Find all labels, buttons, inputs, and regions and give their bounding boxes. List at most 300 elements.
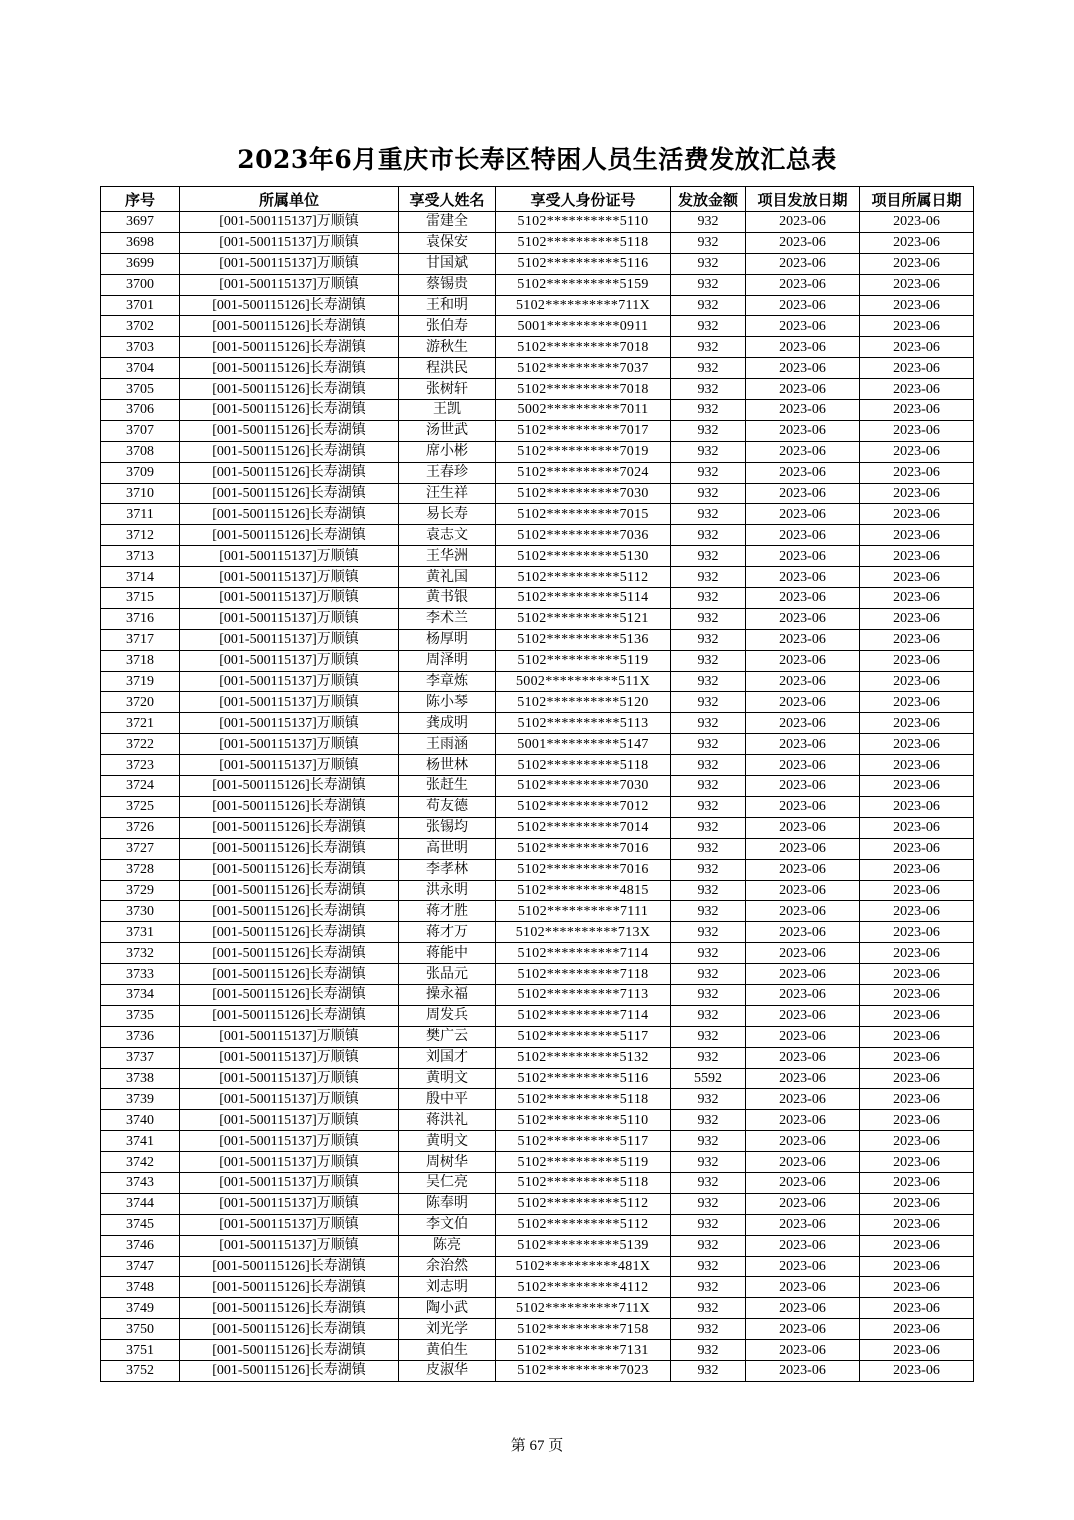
name-cell: 刘光学: [399, 1319, 496, 1340]
table-row: [101, 964, 974, 985]
id-number-cell: 5102**********4112: [496, 1277, 671, 1298]
amount-cell: 932: [671, 692, 746, 713]
table-row: [101, 1047, 974, 1068]
unit-cell: [001-500115126]长寿湖镇: [180, 859, 399, 880]
issue-date-cell: 2023-06: [746, 943, 860, 964]
table-row: [101, 922, 974, 943]
table-row: [101, 629, 974, 650]
table-row: [101, 1152, 974, 1173]
name-cell: 张树轩: [399, 379, 496, 400]
col-header-id-number: 享受人身份证号: [496, 187, 671, 212]
unit-cell: [001-500115126]长寿湖镇: [180, 316, 399, 337]
table-row: [101, 1089, 974, 1110]
id-number-cell: 5102**********5139: [496, 1235, 671, 1256]
table-row: [101, 692, 974, 713]
amount-cell: 932: [671, 1089, 746, 1110]
serial-cell: 3715: [101, 588, 180, 609]
amount-cell: 932: [671, 1131, 746, 1152]
unit-cell: [001-500115126]长寿湖镇: [180, 880, 399, 901]
issue-date-cell: 2023-06: [746, 713, 860, 734]
col-header-name: 享受人姓名: [399, 187, 496, 212]
unit-cell: [001-500115137]万顺镇: [180, 734, 399, 755]
amount-cell: 932: [671, 608, 746, 629]
table-row: [101, 608, 974, 629]
amount-cell: 932: [671, 755, 746, 776]
amount-cell: 932: [671, 212, 746, 233]
id-number-cell: 5102**********7019: [496, 441, 671, 462]
table-row: [101, 1005, 974, 1026]
amount-cell: 932: [671, 713, 746, 734]
table-row: [101, 253, 974, 274]
table-row: [101, 1026, 974, 1047]
unit-cell: [001-500115137]万顺镇: [180, 253, 399, 274]
amount-cell: 932: [671, 232, 746, 253]
id-number-cell: 5102**********5116: [496, 253, 671, 274]
col-header-serial: 序号: [101, 187, 180, 212]
period-cell: 2023-06: [860, 1256, 974, 1277]
id-number-cell: 5102**********7023: [496, 1360, 671, 1381]
unit-cell: [001-500115126]长寿湖镇: [180, 400, 399, 421]
issue-date-cell: 2023-06: [746, 755, 860, 776]
id-number-cell: 5102**********5116: [496, 1068, 671, 1089]
serial-cell: 3724: [101, 776, 180, 797]
serial-cell: 3720: [101, 692, 180, 713]
id-number-cell: 5102**********5110: [496, 212, 671, 233]
amount-cell: 932: [671, 1152, 746, 1173]
issue-date-cell: 2023-06: [746, 1235, 860, 1256]
unit-cell: [001-500115126]长寿湖镇: [180, 796, 399, 817]
amount-cell: 932: [671, 817, 746, 838]
period-cell: 2023-06: [860, 462, 974, 483]
serial-cell: 3748: [101, 1277, 180, 1298]
period-cell: 2023-06: [860, 1277, 974, 1298]
issue-date-cell: 2023-06: [746, 546, 860, 567]
issue-date-cell: 2023-06: [746, 253, 860, 274]
serial-cell: 3723: [101, 755, 180, 776]
unit-cell: [001-500115137]万顺镇: [180, 1089, 399, 1110]
issue-date-cell: 2023-06: [746, 984, 860, 1005]
amount-cell: 932: [671, 1298, 746, 1319]
unit-cell: [001-500115126]长寿湖镇: [180, 525, 399, 546]
issue-date-cell: 2023-06: [746, 1319, 860, 1340]
period-cell: 2023-06: [860, 1172, 974, 1193]
serial-cell: 3718: [101, 650, 180, 671]
name-cell: 袁保安: [399, 232, 496, 253]
table-row: [101, 671, 974, 692]
unit-cell: [001-500115137]万顺镇: [180, 1110, 399, 1131]
issue-date-cell: 2023-06: [746, 1340, 860, 1361]
table-row: [101, 504, 974, 525]
period-cell: 2023-06: [860, 1319, 974, 1340]
id-number-cell: 5102**********7014: [496, 817, 671, 838]
table-row: [101, 483, 974, 504]
table-row: [101, 838, 974, 859]
issue-date-cell: 2023-06: [746, 817, 860, 838]
amount-cell: 932: [671, 796, 746, 817]
name-cell: 刘国才: [399, 1047, 496, 1068]
serial-cell: 3716: [101, 608, 180, 629]
unit-cell: [001-500115126]长寿湖镇: [180, 984, 399, 1005]
table-row: [101, 316, 974, 337]
unit-cell: [001-500115126]长寿湖镇: [180, 504, 399, 525]
table-row: [101, 1319, 974, 1340]
unit-cell: [001-500115137]万顺镇: [180, 546, 399, 567]
amount-cell: 932: [671, 671, 746, 692]
id-number-cell: 5102**********7036: [496, 525, 671, 546]
name-cell: 操永福: [399, 984, 496, 1005]
name-cell: 张品元: [399, 964, 496, 985]
name-cell: 王春珍: [399, 462, 496, 483]
issue-date-cell: 2023-06: [746, 420, 860, 441]
period-cell: 2023-06: [860, 1360, 974, 1381]
id-number-cell: 5102**********7111: [496, 901, 671, 922]
serial-cell: 3731: [101, 922, 180, 943]
table-row: [101, 650, 974, 671]
id-number-cell: 5102**********481X: [496, 1256, 671, 1277]
table-row: [101, 441, 974, 462]
period-cell: 2023-06: [860, 1026, 974, 1047]
name-cell: 樊广云: [399, 1026, 496, 1047]
name-cell: 黄书银: [399, 588, 496, 609]
unit-cell: [001-500115126]长寿湖镇: [180, 922, 399, 943]
issue-date-cell: 2023-06: [746, 650, 860, 671]
period-cell: 2023-06: [860, 588, 974, 609]
unit-cell: [001-500115137]万顺镇: [180, 588, 399, 609]
name-cell: 黄明文: [399, 1131, 496, 1152]
period-cell: 2023-06: [860, 1131, 974, 1152]
period-cell: 2023-06: [860, 1193, 974, 1214]
name-cell: 甘国斌: [399, 253, 496, 274]
issue-date-cell: 2023-06: [746, 504, 860, 525]
payment-summary-table: [100, 186, 974, 1382]
period-cell: 2023-06: [860, 734, 974, 755]
amount-cell: 932: [671, 462, 746, 483]
unit-cell: [001-500115126]长寿湖镇: [180, 1298, 399, 1319]
unit-cell: [001-500115137]万顺镇: [180, 713, 399, 734]
amount-cell: 932: [671, 1026, 746, 1047]
issue-date-cell: 2023-06: [746, 1110, 860, 1131]
issue-date-cell: 2023-06: [746, 379, 860, 400]
amount-cell: 932: [671, 358, 746, 379]
id-number-cell: 5102**********5118: [496, 1089, 671, 1110]
issue-date-cell: 2023-06: [746, 1152, 860, 1173]
id-number-cell: 5001**********5147: [496, 734, 671, 755]
table-row: [101, 588, 974, 609]
period-cell: 2023-06: [860, 358, 974, 379]
amount-cell: 932: [671, 734, 746, 755]
period-cell: 2023-06: [860, 671, 974, 692]
amount-cell: 932: [671, 400, 746, 421]
issue-date-cell: 2023-06: [746, 1193, 860, 1214]
amount-cell: 932: [671, 253, 746, 274]
table-row: [101, 400, 974, 421]
issue-date-cell: 2023-06: [746, 1047, 860, 1068]
unit-cell: [001-500115126]长寿湖镇: [180, 943, 399, 964]
period-cell: 2023-06: [860, 1214, 974, 1235]
amount-cell: 932: [671, 441, 746, 462]
name-cell: 刘志明: [399, 1277, 496, 1298]
period-cell: 2023-06: [860, 483, 974, 504]
name-cell: 蒋才胜: [399, 901, 496, 922]
period-cell: 2023-06: [860, 943, 974, 964]
issue-date-cell: 2023-06: [746, 232, 860, 253]
page-title: 2023年6月重庆市长寿区特困人员生活费发放汇总表: [237, 145, 837, 174]
amount-cell: 932: [671, 1277, 746, 1298]
id-number-cell: 5002**********511X: [496, 671, 671, 692]
name-cell: 张伯寿: [399, 316, 496, 337]
col-header-unit: 所属单位: [180, 187, 399, 212]
id-number-cell: 5102**********7030: [496, 483, 671, 504]
unit-cell: [001-500115126]长寿湖镇: [180, 420, 399, 441]
table-row: [101, 1214, 974, 1235]
period-cell: 2023-06: [860, 400, 974, 421]
name-cell: 汤世武: [399, 420, 496, 441]
amount-cell: 932: [671, 274, 746, 295]
id-number-cell: 5102**********7158: [496, 1319, 671, 1340]
period-cell: 2023-06: [860, 776, 974, 797]
serial-cell: 3743: [101, 1172, 180, 1193]
col-header-period: 项目所属日期: [860, 187, 974, 212]
period-cell: 2023-06: [860, 379, 974, 400]
amount-cell: 932: [671, 880, 746, 901]
period-cell: 2023-06: [860, 546, 974, 567]
amount-cell: 932: [671, 588, 746, 609]
table-header-row: [101, 187, 974, 212]
id-number-cell: 5102**********5118: [496, 232, 671, 253]
period-cell: 2023-06: [860, 1298, 974, 1319]
name-cell: 龚成明: [399, 713, 496, 734]
issue-date-cell: 2023-06: [746, 859, 860, 880]
amount-cell: 932: [671, 483, 746, 504]
name-cell: 黄伯生: [399, 1340, 496, 1361]
serial-cell: 3714: [101, 567, 180, 588]
name-cell: 李术兰: [399, 608, 496, 629]
unit-cell: [001-500115137]万顺镇: [180, 567, 399, 588]
id-number-cell: 5102**********5119: [496, 1152, 671, 1173]
period-cell: 2023-06: [860, 838, 974, 859]
unit-cell: [001-500115137]万顺镇: [180, 1152, 399, 1173]
serial-cell: 3710: [101, 483, 180, 504]
period-cell: 2023-06: [860, 1235, 974, 1256]
table-row: [101, 358, 974, 379]
name-cell: 高世明: [399, 838, 496, 859]
issue-date-cell: 2023-06: [746, 441, 860, 462]
amount-cell: 932: [671, 1193, 746, 1214]
period-cell: 2023-06: [860, 420, 974, 441]
amount-cell: 932: [671, 922, 746, 943]
id-number-cell: 5102**********5114: [496, 588, 671, 609]
id-number-cell: 5102**********7017: [496, 420, 671, 441]
amount-cell: 932: [671, 984, 746, 1005]
issue-date-cell: 2023-06: [746, 1026, 860, 1047]
name-cell: 洪永明: [399, 880, 496, 901]
unit-cell: [001-500115137]万顺镇: [180, 1193, 399, 1214]
amount-cell: 932: [671, 776, 746, 797]
period-cell: 2023-06: [860, 964, 974, 985]
issue-date-cell: 2023-06: [746, 1298, 860, 1319]
name-cell: 蒋洪礼: [399, 1110, 496, 1131]
amount-cell: 932: [671, 859, 746, 880]
serial-cell: 3742: [101, 1152, 180, 1173]
name-cell: 杨世林: [399, 755, 496, 776]
id-number-cell: 5102**********4815: [496, 880, 671, 901]
table-row: [101, 567, 974, 588]
name-cell: 雷建全: [399, 212, 496, 233]
name-cell: 蒋能中: [399, 943, 496, 964]
amount-cell: 932: [671, 1172, 746, 1193]
table-row: [101, 984, 974, 1005]
name-cell: 杨厚明: [399, 629, 496, 650]
period-cell: 2023-06: [860, 1089, 974, 1110]
unit-cell: [001-500115126]长寿湖镇: [180, 901, 399, 922]
period-cell: 2023-06: [860, 608, 974, 629]
serial-cell: 3737: [101, 1047, 180, 1068]
issue-date-cell: 2023-06: [746, 1172, 860, 1193]
amount-cell: 932: [671, 1340, 746, 1361]
issue-date-cell: 2023-06: [746, 358, 860, 379]
unit-cell: [001-500115126]长寿湖镇: [180, 817, 399, 838]
table-row: [101, 212, 974, 233]
table-row: [101, 1110, 974, 1131]
id-number-cell: 5102**********5110: [496, 1110, 671, 1131]
period-cell: 2023-06: [860, 922, 974, 943]
name-cell: 袁志文: [399, 525, 496, 546]
id-number-cell: 5102**********7015: [496, 504, 671, 525]
name-cell: 周树华: [399, 1152, 496, 1173]
period-cell: 2023-06: [860, 253, 974, 274]
id-number-cell: 5102**********7016: [496, 859, 671, 880]
period-cell: 2023-06: [860, 692, 974, 713]
id-number-cell: 5102**********7118: [496, 964, 671, 985]
serial-cell: 3732: [101, 943, 180, 964]
table-row: [101, 1131, 974, 1152]
amount-cell: 932: [671, 420, 746, 441]
table-row: [101, 379, 974, 400]
name-cell: 周发兵: [399, 1005, 496, 1026]
serial-cell: 3726: [101, 817, 180, 838]
issue-date-cell: 2023-06: [746, 316, 860, 337]
unit-cell: [001-500115126]长寿湖镇: [180, 1319, 399, 1340]
unit-cell: [001-500115137]万顺镇: [180, 692, 399, 713]
name-cell: 席小彬: [399, 441, 496, 462]
unit-cell: [001-500115126]长寿湖镇: [180, 776, 399, 797]
unit-cell: [001-500115137]万顺镇: [180, 608, 399, 629]
id-number-cell: 5102**********713X: [496, 922, 671, 943]
unit-cell: [001-500115137]万顺镇: [180, 1235, 399, 1256]
name-cell: 李文伯: [399, 1214, 496, 1235]
name-cell: 李孝林: [399, 859, 496, 880]
amount-cell: 932: [671, 567, 746, 588]
id-number-cell: 5102**********7018: [496, 337, 671, 358]
col-header-amount: 发放金额: [671, 187, 746, 212]
issue-date-cell: 2023-06: [746, 776, 860, 797]
issue-date-cell: 2023-06: [746, 608, 860, 629]
id-number-cell: 5102**********7114: [496, 1005, 671, 1026]
period-cell: 2023-06: [860, 880, 974, 901]
unit-cell: [001-500115137]万顺镇: [180, 1068, 399, 1089]
amount-cell: 932: [671, 1214, 746, 1235]
serial-cell: 3738: [101, 1068, 180, 1089]
id-number-cell: 5102**********5112: [496, 1193, 671, 1214]
serial-cell: 3725: [101, 796, 180, 817]
table-row: [101, 1340, 974, 1361]
amount-cell: 932: [671, 1005, 746, 1026]
period-cell: 2023-06: [860, 295, 974, 316]
period-cell: 2023-06: [860, 755, 974, 776]
table-row: [101, 859, 974, 880]
amount-cell: 932: [671, 337, 746, 358]
page-number: 第 67 页: [510, 1438, 564, 1454]
name-cell: 王雨涵: [399, 734, 496, 755]
id-number-cell: 5102**********7018: [496, 379, 671, 400]
unit-cell: [001-500115137]万顺镇: [180, 232, 399, 253]
table-body: [101, 212, 974, 1382]
table-row: [101, 1360, 974, 1381]
name-cell: 程洪民: [399, 358, 496, 379]
serial-cell: 3719: [101, 671, 180, 692]
table-row: [101, 1235, 974, 1256]
serial-cell: 3700: [101, 274, 180, 295]
unit-cell: [001-500115137]万顺镇: [180, 1172, 399, 1193]
unit-cell: [001-500115137]万顺镇: [180, 755, 399, 776]
serial-cell: 3741: [101, 1131, 180, 1152]
period-cell: 2023-06: [860, 1340, 974, 1361]
id-number-cell: 5102**********5113: [496, 713, 671, 734]
id-number-cell: 5102**********7024: [496, 462, 671, 483]
id-number-cell: 5102**********5159: [496, 274, 671, 295]
serial-cell: 3751: [101, 1340, 180, 1361]
amount-cell: 932: [671, 525, 746, 546]
issue-date-cell: 2023-06: [746, 337, 860, 358]
issue-date-cell: 2023-06: [746, 901, 860, 922]
period-cell: 2023-06: [860, 1068, 974, 1089]
id-number-cell: 5102**********7012: [496, 796, 671, 817]
issue-date-cell: 2023-06: [746, 525, 860, 546]
unit-cell: [001-500115137]万顺镇: [180, 1026, 399, 1047]
table-row: [101, 1277, 974, 1298]
table-row: [101, 1298, 974, 1319]
name-cell: 王和明: [399, 295, 496, 316]
period-cell: 2023-06: [860, 1152, 974, 1173]
serial-cell: 3735: [101, 1005, 180, 1026]
unit-cell: [001-500115126]长寿湖镇: [180, 483, 399, 504]
id-number-cell: 5002**********7011: [496, 400, 671, 421]
name-cell: 黄明文: [399, 1068, 496, 1089]
period-cell: 2023-06: [860, 212, 974, 233]
issue-date-cell: 2023-06: [746, 838, 860, 859]
table-row: [101, 943, 974, 964]
period-cell: 2023-06: [860, 984, 974, 1005]
issue-date-cell: 2023-06: [746, 567, 860, 588]
id-number-cell: 5102**********5112: [496, 567, 671, 588]
amount-cell: 932: [671, 1047, 746, 1068]
table-row: [101, 1256, 974, 1277]
id-number-cell: 5102**********5121: [496, 608, 671, 629]
period-cell: 2023-06: [860, 316, 974, 337]
serial-cell: 3706: [101, 400, 180, 421]
serial-cell: 3745: [101, 1214, 180, 1235]
table-row: [101, 337, 974, 358]
unit-cell: [001-500115137]万顺镇: [180, 650, 399, 671]
unit-cell: [001-500115126]长寿湖镇: [180, 964, 399, 985]
id-number-cell: 5102**********5130: [496, 546, 671, 567]
name-cell: 陶小武: [399, 1298, 496, 1319]
serial-cell: 3727: [101, 838, 180, 859]
amount-cell: 932: [671, 504, 746, 525]
name-cell: 陈小琴: [399, 692, 496, 713]
issue-date-cell: 2023-06: [746, 734, 860, 755]
unit-cell: [001-500115126]长寿湖镇: [180, 358, 399, 379]
